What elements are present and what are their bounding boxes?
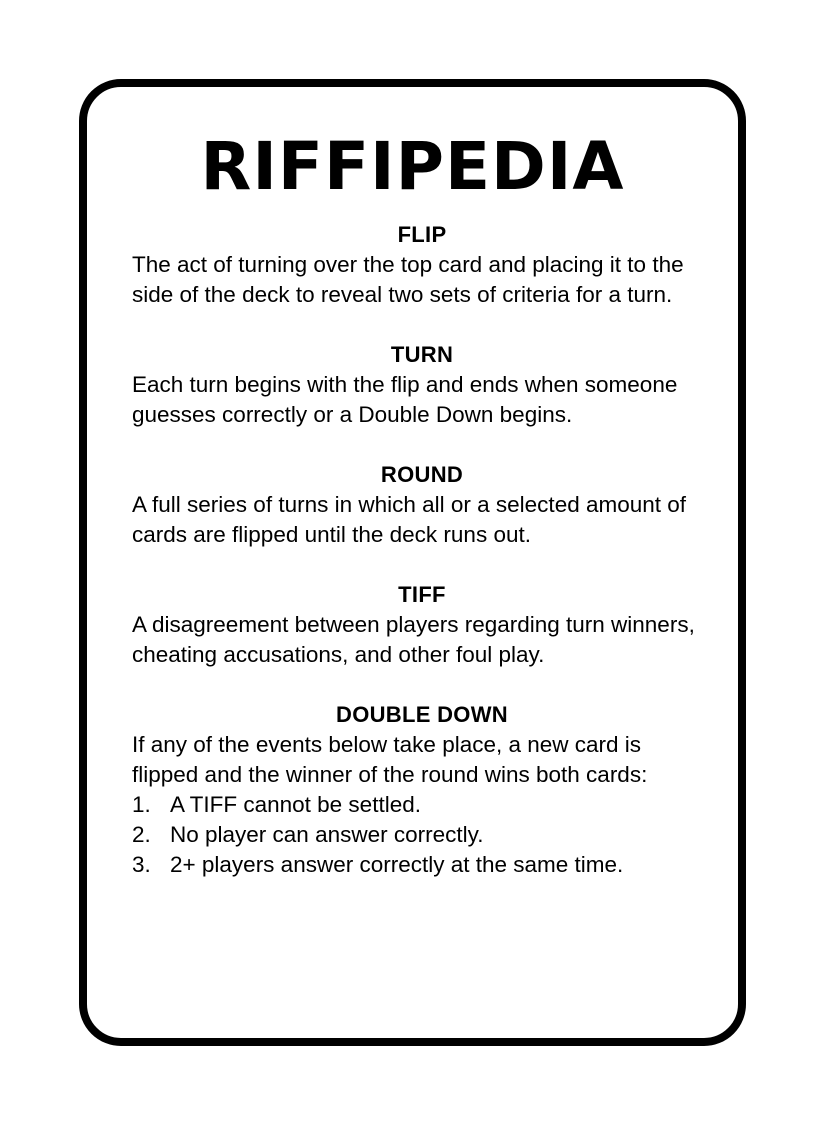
term-heading: ROUND xyxy=(380,462,464,487)
list-text: No player can answer correctly. xyxy=(170,822,484,847)
double-down-events-list xyxy=(132,790,712,880)
glossary xyxy=(132,220,712,880)
card-title: RIFFIPEDIA xyxy=(200,128,625,205)
glossary-entry-flip xyxy=(132,220,712,310)
term-definition: If any of the events below take place, a new card is flipped and the winner of the round wins both cards: xyxy=(132,732,648,787)
list-number: 1. xyxy=(132,792,151,817)
term-heading: DOUBLE DOWN xyxy=(336,702,508,727)
term-definition: The act of turning over the top card and placing it to the side of the deck to reveal two sets of criteria for a turn. xyxy=(132,252,684,307)
term-heading: FLIP xyxy=(397,222,447,247)
glossary-entry-double-down xyxy=(132,700,712,880)
glossary-entry-turn xyxy=(132,340,712,430)
glossary-entry-round xyxy=(132,460,712,550)
term-definition: Each turn begins with the flip and ends when someone guesses correctly or a Double Down begins. xyxy=(132,372,678,427)
list-number: 2. xyxy=(132,822,151,847)
list-text: 2+ players answer correctly at the same time. xyxy=(170,852,624,877)
list-item xyxy=(132,820,712,850)
spacer xyxy=(132,670,712,700)
list-number: 3. xyxy=(132,852,151,877)
spacer xyxy=(132,310,712,340)
spacer xyxy=(132,550,712,580)
list-item xyxy=(132,850,712,880)
term-heading: TURN xyxy=(390,342,454,367)
term-definition: A disagreement between players regarding turn winners, cheating accusations, and other foul play. xyxy=(132,612,695,667)
term-definition: A full series of turns in which all or a selected amount of cards are flipped until the deck runs out. xyxy=(132,492,687,547)
glossary-entry-tiff xyxy=(132,580,712,670)
list-text: A TIFF cannot be settled. xyxy=(170,792,421,817)
spacer xyxy=(132,430,712,460)
rules-card xyxy=(79,79,746,1046)
list-item xyxy=(132,790,712,820)
term-heading: TIFF xyxy=(398,582,446,607)
